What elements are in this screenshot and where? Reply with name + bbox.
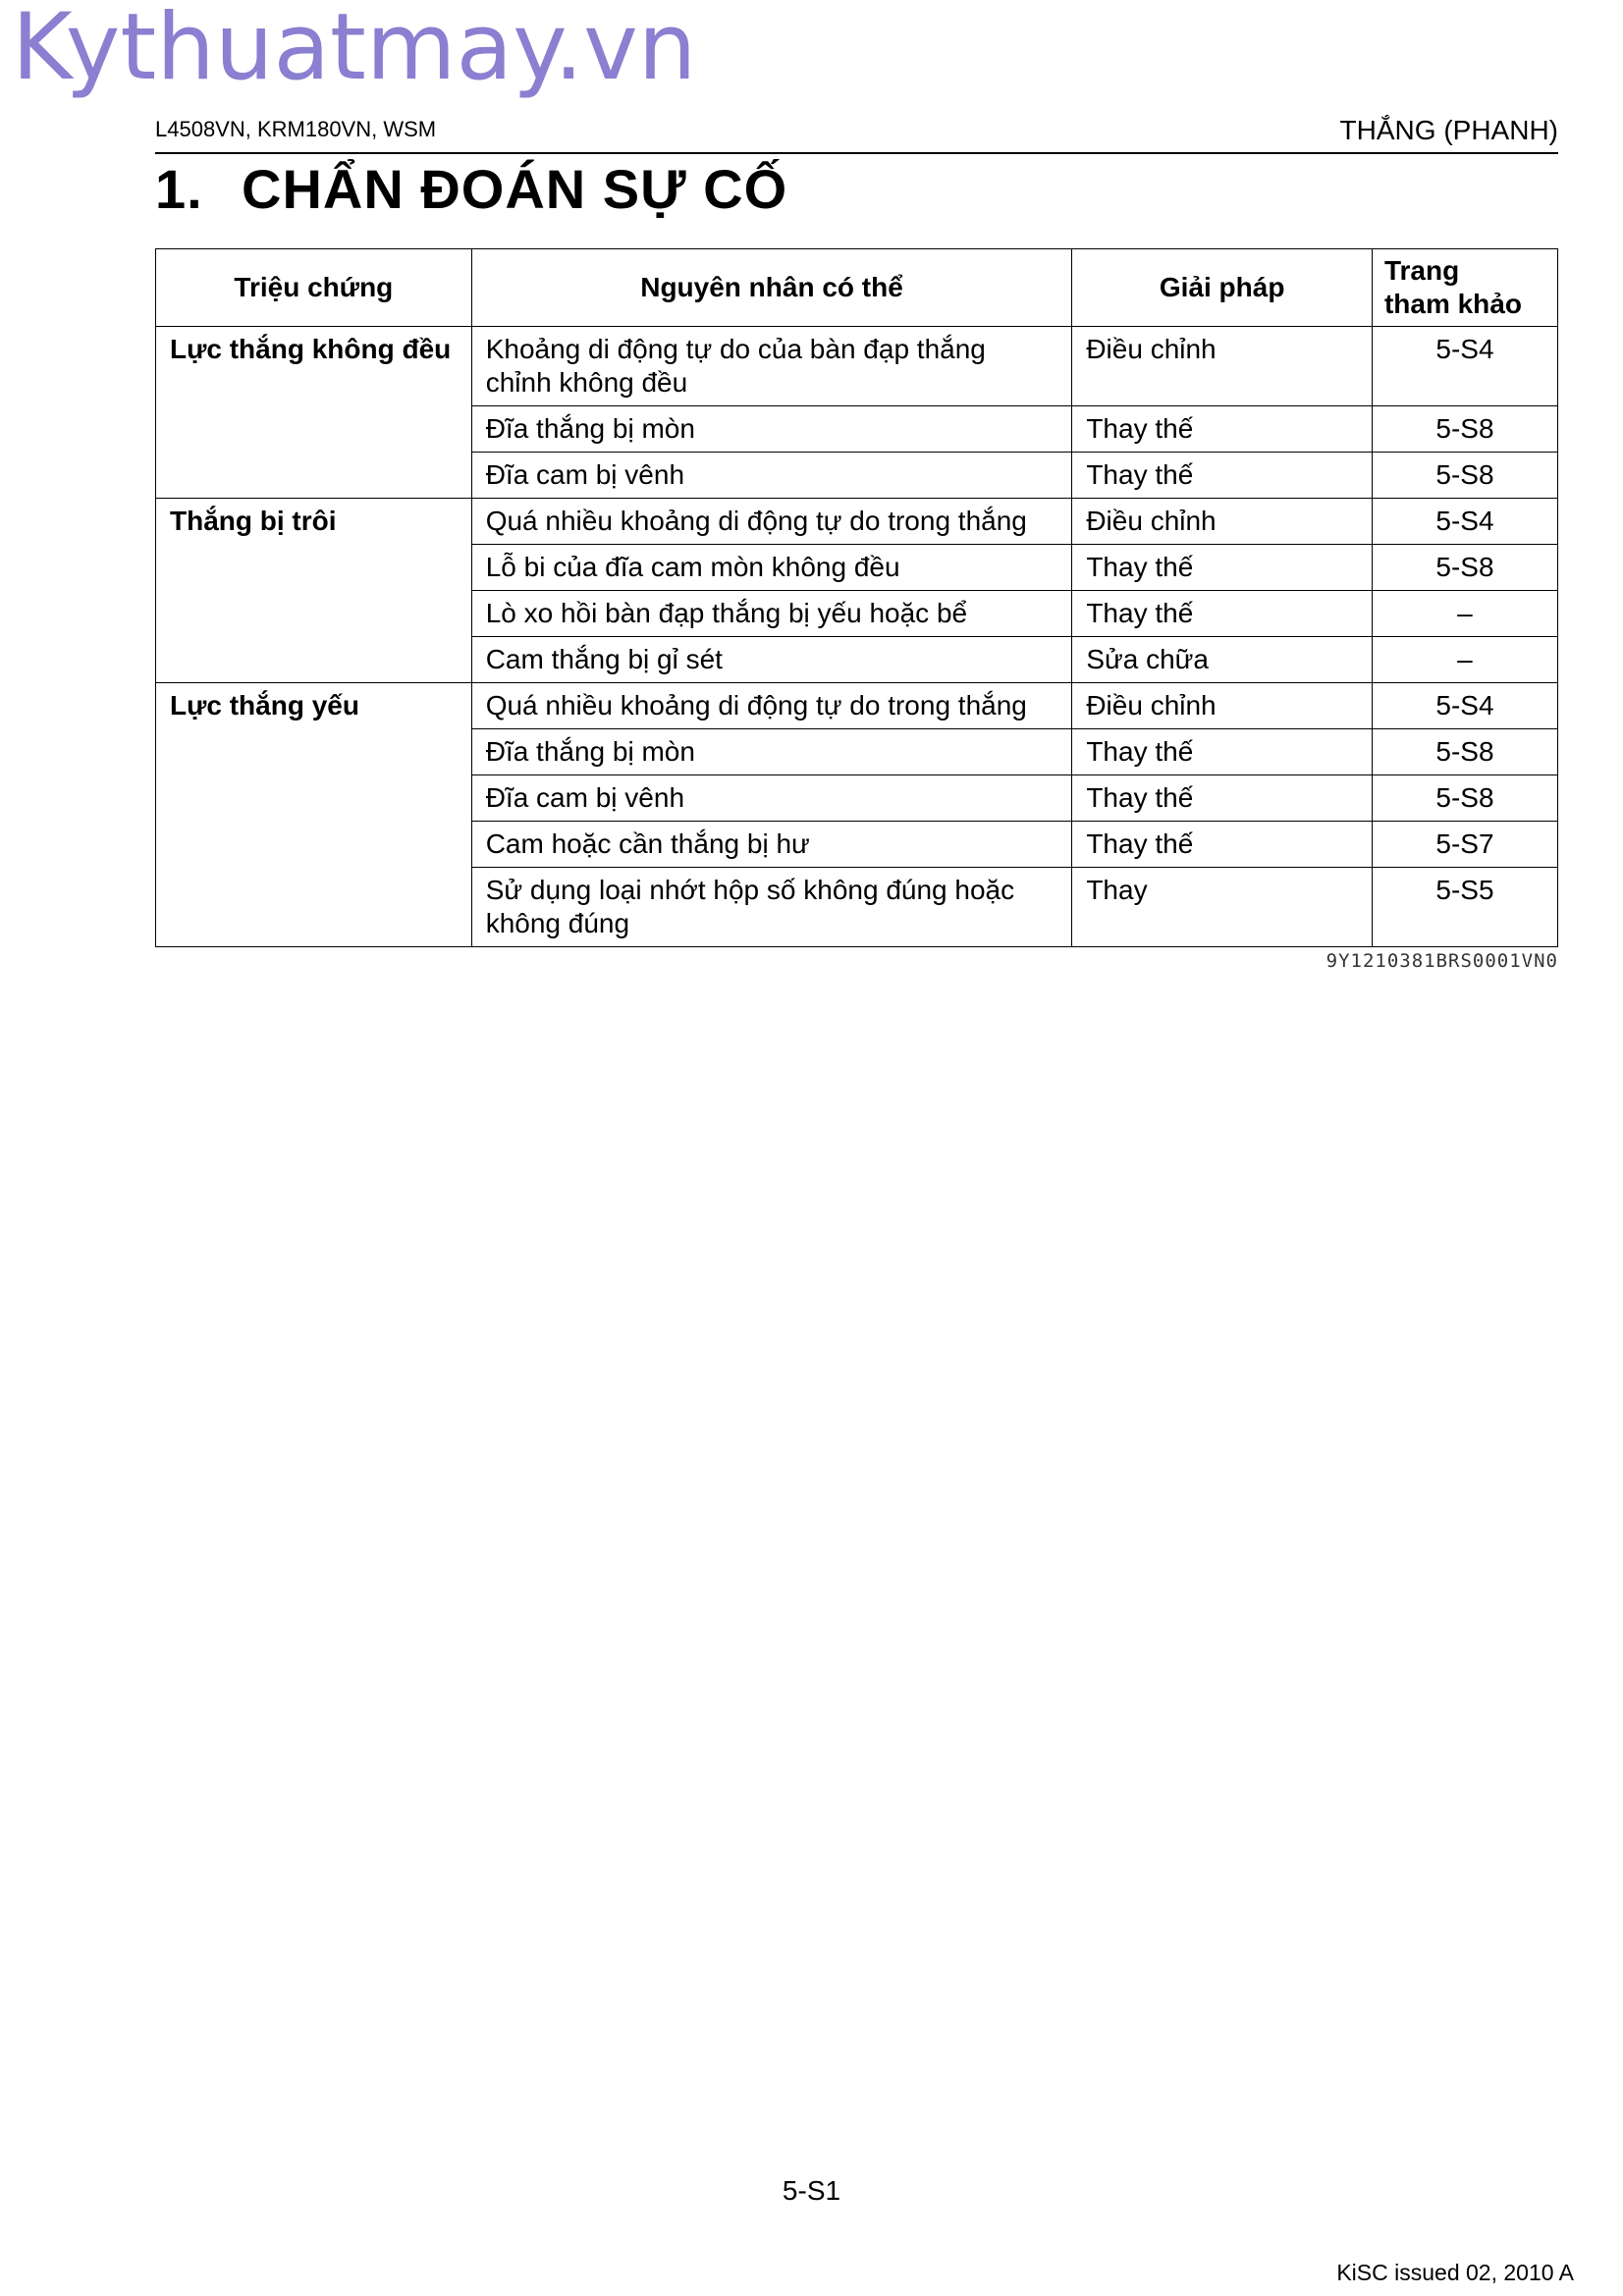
troubleshooting-table — [155, 248, 1558, 947]
cause-cell: Lò xo hồi bàn đạp thắng bị yếu hoặc bể — [471, 591, 1072, 637]
cause-cell: Lỗ bi của đĩa cam mòn không đều — [471, 545, 1072, 591]
table-row — [156, 327, 1558, 406]
reference-cell: 5-S8 — [1372, 453, 1557, 499]
solution-cell: Thay thế — [1072, 591, 1373, 637]
table-header-row — [156, 249, 1558, 327]
cause-cell: Đĩa cam bị vênh — [471, 775, 1072, 822]
header-solution: Giải pháp — [1072, 249, 1373, 327]
solution-cell: Điều chỉnh — [1072, 327, 1373, 406]
reference-cell: 5-S4 — [1372, 327, 1557, 406]
header-reference — [1372, 249, 1557, 327]
reference-cell: 5-S4 — [1372, 683, 1557, 729]
cause-cell: Quá nhiều khoảng di động tự do trong thắng — [471, 683, 1072, 729]
reference-cell: 5-S8 — [1372, 545, 1557, 591]
solution-cell: Thay thế — [1072, 729, 1373, 775]
solution-cell: Thay thế — [1072, 406, 1373, 453]
document-id: 9Y1210381BRS0001VN0 — [1325, 950, 1558, 972]
reference-cell: 5-S8 — [1372, 406, 1557, 453]
issue-info: KiSC issued 02, 2010 A — [1336, 2260, 1574, 2285]
cause-cell: Cam hoặc cần thắng bị hư — [471, 822, 1072, 868]
header-divider — [155, 152, 1558, 154]
reference-cell: – — [1372, 591, 1557, 637]
table-row — [156, 499, 1558, 545]
header-reference-line2: tham khảo — [1383, 289, 1522, 319]
reference-cell: 5-S7 — [1372, 822, 1557, 868]
cause-cell: Đĩa thắng bị mòn — [471, 406, 1072, 453]
reference-cell: 5-S8 — [1372, 775, 1557, 822]
solution-cell: Điều chỉnh — [1072, 499, 1373, 545]
section-number: 1. — [155, 158, 203, 220]
solution-cell: Thay thế — [1072, 822, 1373, 868]
symptom-cell: Lực thắng yếu — [156, 683, 472, 947]
header-models: L4508VN, KRM180VN, WSM — [155, 117, 437, 141]
symptom-cell: Thắng bị trôi — [156, 499, 472, 683]
solution-cell: Thay thế — [1072, 453, 1373, 499]
solution-cell: Thay thế — [1072, 545, 1373, 591]
page-title — [155, 157, 787, 221]
solution-cell: Thay — [1072, 868, 1373, 947]
table-row — [156, 683, 1558, 729]
cause-cell: Sử dụng loại nhớt hộp số không đúng hoặc không đúng — [471, 868, 1072, 947]
solution-cell: Sửa chữa — [1072, 637, 1373, 683]
page-number: 5-S1 — [782, 2175, 841, 2206]
reference-cell: 5-S8 — [1372, 729, 1557, 775]
reference-cell: 5-S5 — [1372, 868, 1557, 947]
solution-cell: Điều chỉnh — [1072, 683, 1373, 729]
reference-cell: 5-S4 — [1372, 499, 1557, 545]
watermark-text: Kythuatmay.vn — [12, 0, 697, 101]
solution-cell: Thay thế — [1072, 775, 1373, 822]
section-title: CHẨN ĐOÁN SỰ CỐ — [242, 158, 788, 220]
cause-cell: Quá nhiều khoảng di động tự do trong thắng — [471, 499, 1072, 545]
cause-cell: Khoảng di động tự do của bàn đạp thắng chỉnh không đều — [471, 327, 1072, 406]
header-reference-line1: Trang — [1383, 255, 1460, 286]
symptom-cell: Lực thắng không đều — [156, 327, 472, 499]
header-symptom: Triệu chứng — [156, 249, 472, 327]
cause-cell: Đĩa cam bị vênh — [471, 453, 1072, 499]
cause-cell: Đĩa thắng bị mòn — [471, 729, 1072, 775]
reference-cell: – — [1372, 637, 1557, 683]
header-cause: Nguyên nhân có thể — [471, 249, 1072, 327]
header-section: THẮNG (PHANH) — [1339, 115, 1558, 145]
cause-cell: Cam thắng bị gỉ sét — [471, 637, 1072, 683]
